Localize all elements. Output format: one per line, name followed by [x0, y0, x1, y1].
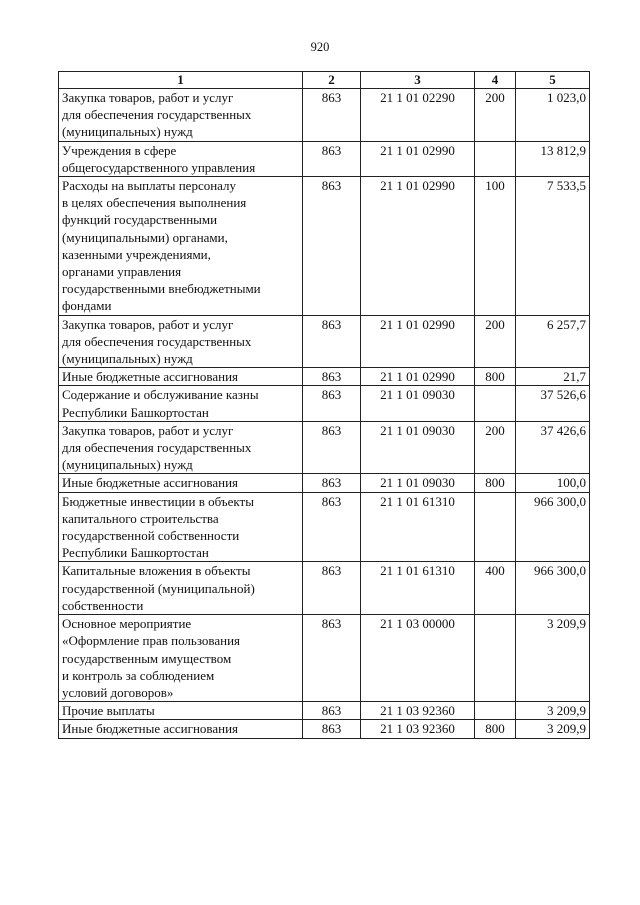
- row-target-code: 21 1 01 09030: [361, 474, 475, 492]
- row-target-code: 21 1 01 02990: [361, 141, 475, 176]
- row-admin-code: 863: [303, 702, 361, 720]
- row-amount: 13 812,9: [516, 141, 590, 176]
- row-amount: 3 209,9: [516, 720, 590, 738]
- table-row: [59, 177, 590, 316]
- column-header: 5: [516, 72, 590, 89]
- table-row: [59, 421, 590, 474]
- row-expense-type: [475, 492, 516, 562]
- row-admin-code: 863: [303, 89, 361, 142]
- row-admin-code: 863: [303, 368, 361, 386]
- table-header-row: [59, 72, 590, 89]
- row-description: Закупка товаров, работ и услуг для обеспечения государственных (муниципальных) нужд: [59, 421, 303, 474]
- row-target-code: 21 1 03 00000: [361, 615, 475, 702]
- row-target-code: 21 1 01 09030: [361, 421, 475, 474]
- table-row: [59, 89, 590, 142]
- table-row: [59, 562, 590, 615]
- row-description: Учреждения в сфере общегосударственного управления: [59, 141, 303, 176]
- row-target-code: 21 1 01 02990: [361, 315, 475, 368]
- row-target-code: 21 1 01 02990: [361, 177, 475, 316]
- row-target-code: 21 1 01 61310: [361, 562, 475, 615]
- row-expense-type: 200: [475, 315, 516, 368]
- row-description: Расходы на выплаты персоналу в целях обеспечения выполнения функций государственными (муниципальными) органами, казенными учреждениями, органами управления государственными внебюджетными фондами: [59, 177, 303, 316]
- row-admin-code: 863: [303, 177, 361, 316]
- row-target-code: 21 1 01 02290: [361, 89, 475, 142]
- row-admin-code: 863: [303, 562, 361, 615]
- row-expense-type: [475, 615, 516, 702]
- row-admin-code: 863: [303, 615, 361, 702]
- row-description: Прочие выплаты: [59, 702, 303, 720]
- column-header: 3: [361, 72, 475, 89]
- table-row: [59, 615, 590, 702]
- page-number: 920: [310, 40, 330, 54]
- row-amount: 7 533,5: [516, 177, 590, 316]
- row-description: Бюджетные инвестиции в объекты капитального строительства государственной собственности Республики Башкортостан: [59, 492, 303, 562]
- row-description: Иные бюджетные ассигнования: [59, 368, 303, 386]
- row-admin-code: 863: [303, 474, 361, 492]
- row-amount: 3 209,9: [516, 615, 590, 702]
- row-target-code: 21 1 03 92360: [361, 720, 475, 738]
- row-expense-type: 100: [475, 177, 516, 316]
- table-body: [59, 89, 590, 739]
- row-admin-code: 863: [303, 492, 361, 562]
- column-header: 1: [59, 72, 303, 89]
- row-amount: 1 023,0: [516, 89, 590, 142]
- table-row: [59, 386, 590, 421]
- column-header: 4: [475, 72, 516, 89]
- row-expense-type: 200: [475, 421, 516, 474]
- row-target-code: 21 1 01 09030: [361, 386, 475, 421]
- row-amount: 966 300,0: [516, 492, 590, 562]
- row-expense-type: 800: [475, 368, 516, 386]
- row-description: Закупка товаров, работ и услуг для обеспечения государственных (муниципальных) нужд: [59, 315, 303, 368]
- row-expense-type: 400: [475, 562, 516, 615]
- row-expense-type: [475, 702, 516, 720]
- table-row: [59, 474, 590, 492]
- row-amount: 21,7: [516, 368, 590, 386]
- row-expense-type: 800: [475, 720, 516, 738]
- row-expense-type: [475, 141, 516, 176]
- row-admin-code: 863: [303, 720, 361, 738]
- row-amount: 37 526,6: [516, 386, 590, 421]
- row-description: Иные бюджетные ассигнования: [59, 474, 303, 492]
- budget-table: [58, 71, 590, 739]
- row-target-code: 21 1 03 92360: [361, 702, 475, 720]
- row-admin-code: 863: [303, 315, 361, 368]
- row-description: Основное мероприятие «Оформление прав пользования государственным имуществом и контроль за соблюдением условий договоров»: [59, 615, 303, 702]
- row-target-code: 21 1 01 02990: [361, 368, 475, 386]
- row-description: Капитальные вложения в объекты государственной (муниципальной) собственности: [59, 562, 303, 615]
- table-row: [59, 492, 590, 562]
- row-description: Иные бюджетные ассигнования: [59, 720, 303, 738]
- row-amount: 3 209,9: [516, 702, 590, 720]
- row-amount: 966 300,0: [516, 562, 590, 615]
- row-expense-type: 800: [475, 474, 516, 492]
- table-row: [59, 702, 590, 720]
- column-header: 2: [303, 72, 361, 89]
- table-row: [59, 315, 590, 368]
- row-expense-type: [475, 386, 516, 421]
- row-amount: 100,0: [516, 474, 590, 492]
- row-admin-code: 863: [303, 421, 361, 474]
- table-row: [59, 720, 590, 738]
- row-admin-code: 863: [303, 141, 361, 176]
- row-expense-type: 200: [475, 89, 516, 142]
- row-description: Закупка товаров, работ и услуг для обеспечения государственных (муниципальных) нужд: [59, 89, 303, 142]
- row-description: Содержание и обслуживание казны Республики Башкортостан: [59, 386, 303, 421]
- table-row: [59, 141, 590, 176]
- table-row: [59, 368, 590, 386]
- row-amount: 6 257,7: [516, 315, 590, 368]
- row-target-code: 21 1 01 61310: [361, 492, 475, 562]
- row-admin-code: 863: [303, 386, 361, 421]
- row-amount: 37 426,6: [516, 421, 590, 474]
